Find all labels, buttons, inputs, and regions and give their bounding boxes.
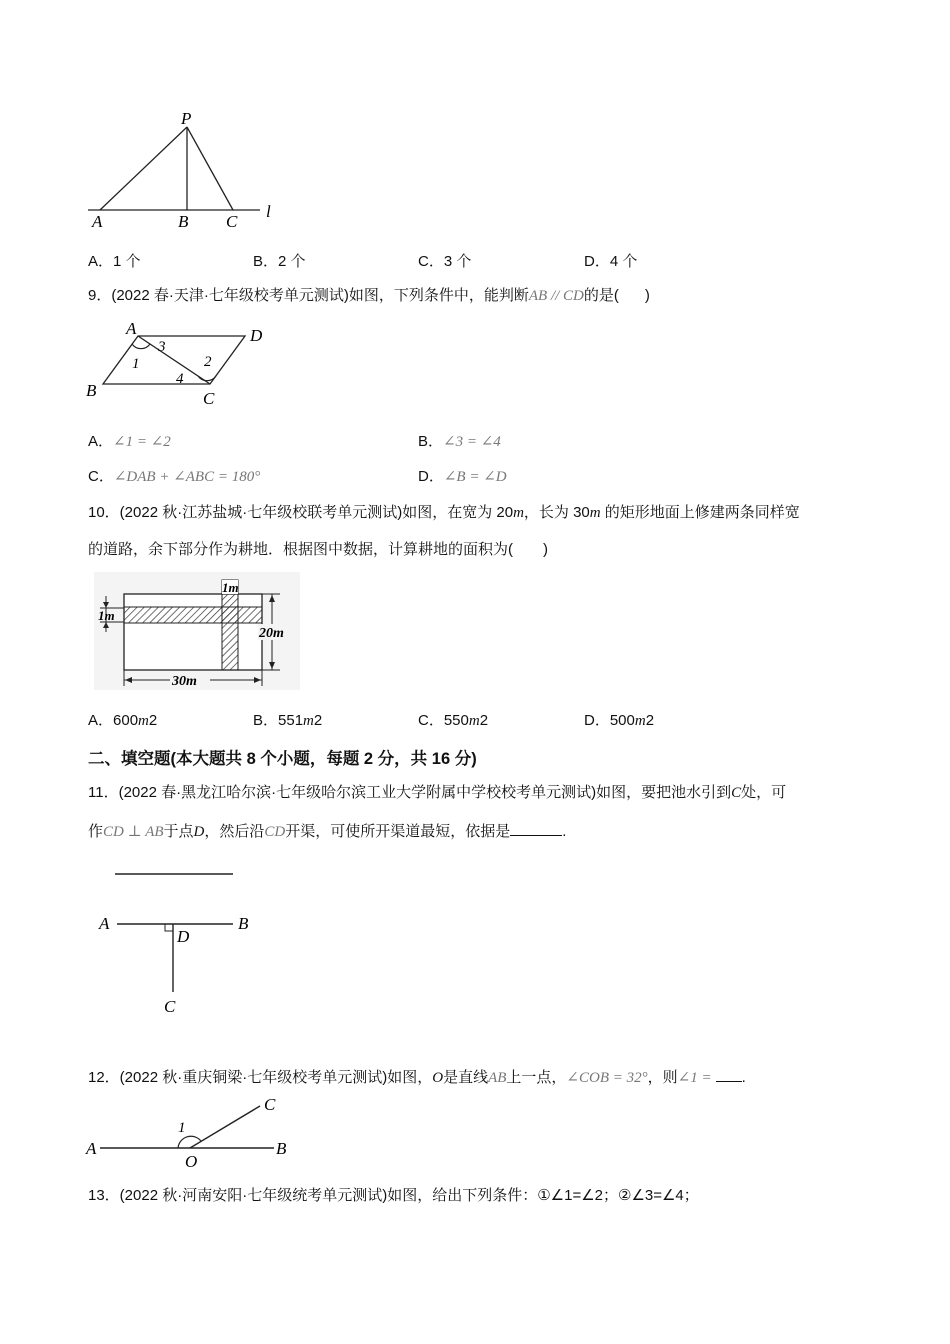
label-l: l <box>266 202 271 221</box>
ray-oc <box>190 1106 260 1148</box>
label-d: D <box>177 927 190 946</box>
right-angle-mark <box>165 924 173 931</box>
q12-answer-blank[interactable] <box>716 1066 742 1082</box>
label-b: B <box>178 212 189 231</box>
label-a: A <box>92 212 103 231</box>
section-title-fill-in: 二、填空题(本大题共 8 个小题，每题 2 分，共 16 分) <box>88 750 477 768</box>
label-a: A <box>86 1139 97 1158</box>
label-angle-3: 3 <box>158 339 166 355</box>
label-angle-4: 4 <box>176 371 184 387</box>
segment-pa <box>100 127 187 210</box>
q8-option-d[interactable]: D．4 个 <box>584 253 638 270</box>
q8-option-c[interactable]: C．3 个 <box>418 253 472 270</box>
angle-arc-a <box>132 344 150 349</box>
q9-option-c[interactable]: C．∠DAB + ∠ABC = 180° <box>88 468 261 485</box>
label-c: C <box>164 997 176 1016</box>
q11-stem-line2: 作CD ⊥ AB于点D，然后沿CD开渠，可使所开渠道最短，依据是 . <box>88 820 566 842</box>
label-b: B <box>86 381 97 400</box>
q10-option-d[interactable]: D．500m2 <box>584 712 655 729</box>
label-a: A <box>99 914 110 933</box>
figure-q12 <box>82 1092 297 1172</box>
q9-stem: 9．(2022 春·天津·七年级校考单元测试)如图，下列条件中，能判断AB // CD的是( ) <box>88 287 650 304</box>
label-angle-1: 1 <box>178 1120 186 1136</box>
field-rectangle <box>124 594 262 670</box>
q10-stem-line1: 10．(2022 秋·江苏盐城·七年级校联考单元测试)如图，在宽为 20m，长为 30m 的矩形地面上修建两条同样宽 <box>88 504 800 521</box>
figure-q10 <box>94 572 300 690</box>
label-d: D <box>250 326 263 345</box>
label-c: C <box>226 212 238 231</box>
q9-option-b[interactable]: B．∠3 = ∠4 <box>418 433 501 450</box>
angle-1-arc <box>178 1136 201 1148</box>
q9-option-a[interactable]: A．∠1 = ∠2 <box>88 433 171 450</box>
road-horizontal <box>124 607 262 623</box>
q9-option-d[interactable]: D．∠B = ∠D <box>418 468 507 485</box>
q13-stem: 13．(2022 秋·河南安阳·七年级统考单元测试)如图，给出下列条件：①∠1=∠2；②∠3=∠4； <box>88 1187 699 1204</box>
q8-option-b[interactable]: B．2 个 <box>253 253 306 270</box>
label-a: A <box>126 319 137 338</box>
label-angle-1: 1 <box>132 356 140 372</box>
label-left-1m: 1m <box>98 608 115 623</box>
label-p: P <box>181 109 192 128</box>
label-c: C <box>203 389 215 408</box>
label-side-20m: 20m <box>259 626 284 641</box>
q9-math-ab-parallel-cd: AB // CD <box>528 288 584 304</box>
label-b: B <box>276 1139 287 1158</box>
label-c: C <box>264 1095 276 1114</box>
label-b: B <box>238 914 249 933</box>
figure-q9 <box>80 318 280 410</box>
q10-option-b[interactable]: B．551m2 <box>253 712 323 729</box>
q12-stem: 12．(2022 秋·重庆铜梁·七年级校考单元测试)如图，O是直线AB上一点，∠COB = 32°，则∠1 = . <box>88 1066 746 1088</box>
q10-option-c[interactable]: C．550m2 <box>418 712 489 729</box>
figure-q8 <box>80 105 290 235</box>
q11-answer-blank[interactable] <box>510 820 562 836</box>
q11-stem-line1: 11．(2022 春·黑龙江哈尔滨·七年级哈尔滨工业大学附属中学校校考单元测试)如图，要把池水引到C处，可 <box>88 784 787 801</box>
q8-option-a[interactable]: A．1 个 <box>88 253 141 270</box>
segment-pc <box>187 127 233 210</box>
q10-stem-line2: 的道路，余下部分作为耕地．根据图中数据，计算耕地的面积为( ) <box>88 541 548 558</box>
label-bottom-30m: 30m <box>172 674 197 689</box>
figure-q11 <box>95 862 270 1022</box>
label-angle-2: 2 <box>204 354 212 370</box>
label-top-1m: 1m <box>222 580 239 595</box>
label-o: O <box>185 1152 198 1171</box>
q10-option-a[interactable]: A．600m2 <box>88 712 158 729</box>
